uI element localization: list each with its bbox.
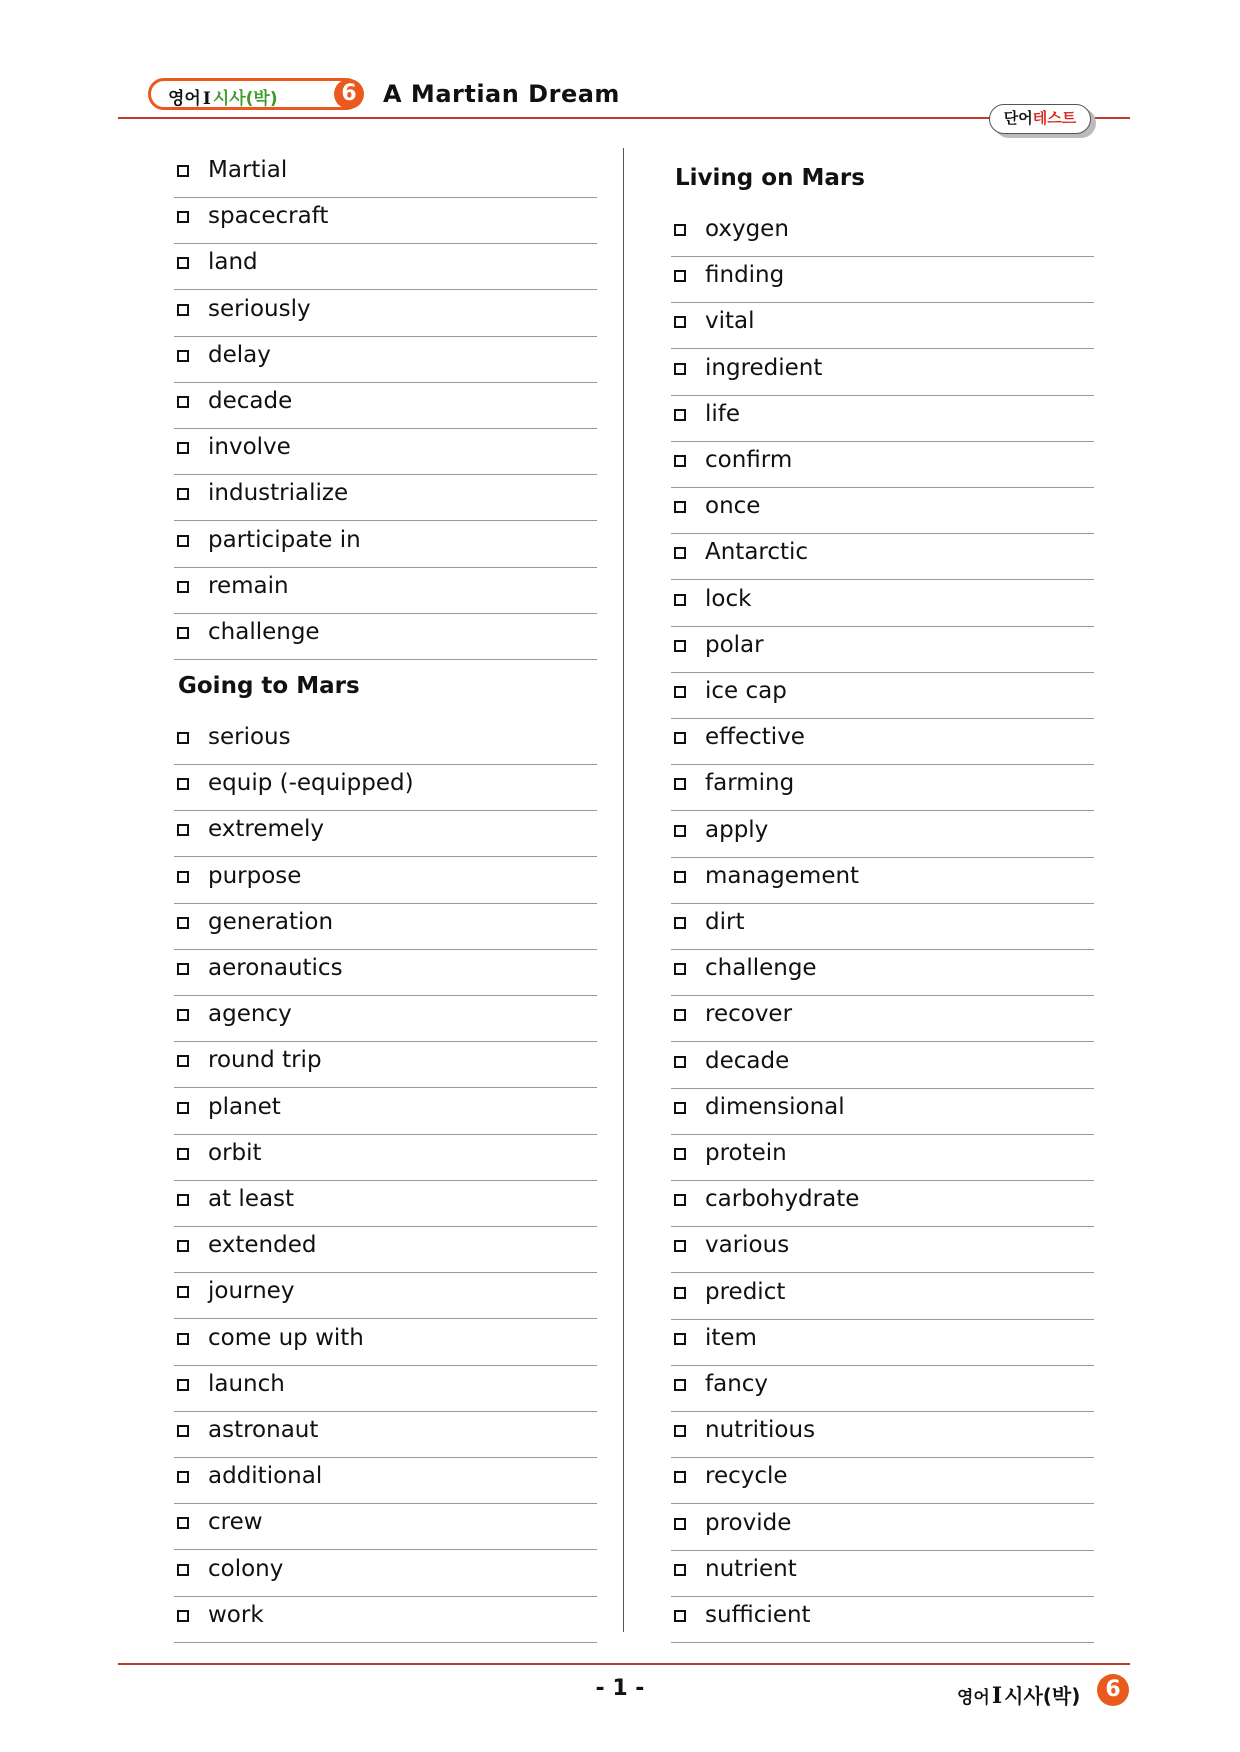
vocab-row (174, 336, 597, 383)
page-number: - 1 - (595, 1676, 645, 1701)
vocab-word: additional (208, 1463, 323, 1489)
checkbox[interactable] (177, 1009, 189, 1021)
checkbox[interactable] (177, 627, 189, 639)
footer-rule (118, 1663, 1130, 1665)
word-test-right: 테스트 (1032, 109, 1077, 127)
vocab-row (174, 1088, 597, 1135)
vocab-word: decade (208, 388, 293, 414)
column-divider (623, 148, 624, 1632)
checkbox[interactable] (674, 409, 686, 421)
vocab-row (671, 949, 1094, 996)
vocab-row (174, 382, 597, 429)
checkbox[interactable] (177, 257, 189, 269)
vocab-row (671, 718, 1094, 765)
vocab-row (174, 1457, 597, 1504)
vocab-word: protein (705, 1140, 787, 1166)
vocab-row (174, 428, 597, 475)
vocab-row (671, 811, 1094, 858)
vocab-word: equip (-equipped) (208, 770, 414, 796)
vocab-word: delay (208, 341, 271, 368)
checkbox[interactable] (177, 581, 189, 593)
vocab-word: at least (208, 1186, 295, 1212)
vocab-word: dirt (705, 909, 745, 935)
vocab-word: carbohydrate (705, 1186, 860, 1212)
vocab-word: decade (705, 1048, 790, 1074)
checkbox[interactable] (177, 1286, 189, 1298)
vocab-row (174, 243, 597, 290)
checkbox[interactable] (177, 824, 189, 836)
vocab-row (174, 567, 597, 614)
section-title: Living on Mars (675, 165, 865, 191)
vocab-row (671, 1226, 1094, 1273)
checkbox[interactable] (177, 1610, 189, 1622)
checkbox[interactable] (674, 1287, 686, 1299)
vocab-word: farming (705, 770, 795, 796)
checkbox[interactable] (177, 211, 189, 223)
vocab-row (174, 197, 597, 244)
vocab-word: colony (208, 1556, 284, 1582)
vocab-word: aeronautics (208, 955, 343, 981)
vocab-word: serious (208, 724, 291, 750)
vocab-word: crew (208, 1509, 263, 1535)
vocab-row (671, 302, 1094, 349)
footer-subject-prefix: 영어 (957, 1688, 990, 1708)
vocab-word: management (705, 863, 860, 889)
vocab-word: provide (705, 1510, 792, 1536)
vocab-word: nutritious (705, 1417, 816, 1443)
vocab-row (671, 210, 1094, 257)
vocab-word: confirm (705, 447, 793, 473)
vocab-word: round trip (208, 1047, 322, 1073)
vocab-word: recycle (705, 1463, 788, 1489)
vocab-word: ingredient (705, 355, 823, 381)
checkbox[interactable] (674, 1610, 686, 1622)
vocab-row (671, 764, 1094, 811)
vocab-word: item (705, 1325, 757, 1351)
checkbox[interactable] (177, 732, 189, 744)
vocab-row (174, 474, 597, 521)
vocab-word: participate in (208, 526, 361, 553)
vocab-row (671, 626, 1094, 673)
checkbox[interactable] (674, 871, 686, 883)
checkbox[interactable] (177, 165, 189, 177)
checkbox[interactable] (674, 1194, 686, 1206)
vocab-word: ice cap (705, 678, 787, 704)
subject-suffix: 시사(박) (212, 89, 278, 109)
checkbox[interactable] (674, 1148, 686, 1160)
vocab-word: astronaut (208, 1417, 319, 1443)
vocab-word: spacecraft (208, 203, 329, 230)
checkbox[interactable] (674, 778, 686, 790)
vocab-word: agency (208, 1001, 292, 1027)
vocab-row (671, 1319, 1094, 1366)
vocab-word: launch (208, 1371, 285, 1397)
subject-prefix: 영어 (168, 89, 201, 109)
footer-subject-roman: I (991, 1683, 1003, 1709)
checkbox[interactable] (674, 547, 686, 559)
vocab-row (174, 718, 597, 765)
subject-roman: I (202, 89, 211, 109)
vocab-row (671, 1596, 1094, 1643)
checkbox[interactable] (177, 1102, 189, 1114)
checkbox[interactable] (674, 1056, 686, 1068)
vocab-word: oxygen (705, 216, 789, 242)
vocab-word: dimensional (705, 1094, 845, 1120)
vocab-row (174, 290, 597, 337)
vocab-row (671, 1365, 1094, 1412)
vocab-row (671, 441, 1094, 488)
vocab-word: purpose (208, 863, 302, 889)
vocab-word: polar (705, 632, 764, 658)
vocab-row (174, 1134, 597, 1181)
checkbox[interactable] (177, 1333, 189, 1345)
vocab-word: seriously (208, 295, 311, 322)
checkbox[interactable] (674, 224, 686, 236)
checkbox[interactable] (177, 1425, 189, 1437)
lesson-number-badge: 6 (334, 79, 364, 109)
vocab-row (174, 857, 597, 904)
vocab-row (174, 1319, 597, 1366)
vocab-word: recover (705, 1001, 793, 1027)
vocab-word: predict (705, 1279, 786, 1305)
checkbox[interactable] (674, 316, 686, 328)
vocab-word: Antarctic (705, 539, 809, 565)
vocab-row (671, 1273, 1094, 1320)
word-test-left: 단어 (1003, 109, 1033, 127)
vocab-row (671, 672, 1094, 719)
vocab-word: apply (705, 817, 769, 843)
vocab-word: come up with (208, 1325, 364, 1351)
checkbox[interactable] (674, 1240, 686, 1252)
vocab-row (671, 349, 1094, 396)
vocab-row (671, 1134, 1094, 1181)
vocab-row (671, 1088, 1094, 1135)
vocab-row (671, 487, 1094, 534)
vocab-row (671, 580, 1094, 627)
vocab-word: Martial (208, 157, 288, 183)
checkbox[interactable] (177, 1517, 189, 1529)
footer-subject-suffix: 시사(박) (1004, 1684, 1081, 1708)
vocab-word: sufficient (705, 1602, 811, 1628)
checkbox[interactable] (674, 270, 686, 282)
vocab-row (671, 256, 1094, 303)
vocab-word: extremely (208, 816, 325, 842)
vocab-word: land (208, 249, 258, 276)
vocab-word: work (208, 1602, 264, 1628)
checkbox[interactable] (177, 871, 189, 883)
checkbox[interactable] (674, 1379, 686, 1391)
checkbox[interactable] (674, 1518, 686, 1530)
checkbox[interactable] (177, 1564, 189, 1576)
checkbox[interactable] (177, 1055, 189, 1067)
vocab-word: lock (705, 586, 752, 612)
checkbox[interactable] (674, 1009, 686, 1021)
vocab-row (671, 903, 1094, 950)
vocab-word: extended (208, 1232, 317, 1258)
vocab-row (174, 995, 597, 1042)
checkbox[interactable] (177, 488, 189, 500)
vocab-row (671, 533, 1094, 580)
vocab-row (174, 521, 597, 568)
vocab-row (174, 810, 597, 857)
checkbox[interactable] (674, 501, 686, 513)
vocab-row (174, 151, 597, 198)
checkbox[interactable] (177, 396, 189, 408)
vocab-word: finding (705, 262, 785, 288)
checkbox[interactable] (177, 442, 189, 454)
footer-lesson-number-badge: 6 (1097, 1674, 1129, 1706)
word-test-badge (989, 104, 1091, 134)
checkbox[interactable] (674, 1333, 686, 1345)
checkbox[interactable] (674, 825, 686, 837)
checkbox[interactable] (674, 917, 686, 929)
page-title: A Martian Dream (383, 80, 620, 108)
footer-subject-label (957, 1680, 1080, 1709)
vocab-word: life (705, 401, 741, 427)
header-rule (118, 117, 1130, 119)
vocab-row (174, 949, 597, 996)
checkbox[interactable] (674, 363, 686, 375)
checkbox[interactable] (177, 1240, 189, 1252)
subject-label (168, 84, 278, 109)
vocab-row (174, 903, 597, 950)
vocab-word: nutrient (705, 1556, 797, 1582)
vocab-word: involve (208, 434, 291, 461)
checkbox[interactable] (177, 963, 189, 975)
checkbox[interactable] (177, 304, 189, 316)
checkbox[interactable] (177, 1471, 189, 1483)
checkbox[interactable] (177, 1379, 189, 1391)
vocab-row (671, 1550, 1094, 1597)
checkbox[interactable] (177, 350, 189, 362)
section-title: Going to Mars (178, 673, 360, 699)
vocab-row (671, 995, 1094, 1042)
vocab-row (174, 1596, 597, 1643)
checkbox[interactable] (674, 1425, 686, 1437)
checkbox[interactable] (177, 917, 189, 929)
vocab-word: journey (208, 1278, 295, 1304)
vocab-row (174, 1411, 597, 1458)
vocab-row (174, 1272, 597, 1319)
vocab-row (174, 1550, 597, 1597)
checkbox[interactable] (177, 535, 189, 547)
checkbox[interactable] (177, 1194, 189, 1206)
checkbox[interactable] (674, 686, 686, 698)
checkbox[interactable] (674, 1102, 686, 1114)
vocab-word: remain (208, 572, 289, 599)
vocab-row (671, 395, 1094, 442)
vocab-word: fancy (705, 1371, 769, 1397)
vocab-row (174, 1503, 597, 1550)
vocab-word: industrialize (208, 480, 349, 507)
checkbox[interactable] (674, 732, 686, 744)
vocab-row (174, 1226, 597, 1273)
vocab-word: challenge (705, 955, 817, 981)
checkbox[interactable] (674, 1564, 686, 1576)
vocab-word: orbit (208, 1140, 262, 1166)
vocab-row (671, 1504, 1094, 1551)
vocab-word: once (705, 493, 761, 519)
checkbox[interactable] (674, 455, 686, 467)
vocab-row (174, 764, 597, 811)
vocab-word: various (705, 1232, 790, 1258)
vocab-row (174, 1180, 597, 1227)
vocab-row (174, 1365, 597, 1412)
vocab-row (671, 857, 1094, 904)
vocab-row (174, 613, 597, 660)
vocab-word: vital (705, 308, 755, 334)
checkbox[interactable] (674, 594, 686, 606)
checkbox[interactable] (177, 1148, 189, 1160)
vocab-row (174, 1041, 597, 1088)
vocab-word: effective (705, 724, 805, 750)
vocab-word: challenge (208, 619, 320, 645)
vocab-row (671, 1042, 1094, 1089)
checkbox[interactable] (674, 640, 686, 652)
vocab-word: generation (208, 909, 334, 935)
checkbox[interactable] (674, 1471, 686, 1483)
checkbox[interactable] (177, 778, 189, 790)
vocab-row (671, 1180, 1094, 1227)
vocab-row (671, 1457, 1094, 1504)
checkbox[interactable] (674, 963, 686, 975)
vocab-row (671, 1411, 1094, 1458)
vocab-word: planet (208, 1094, 281, 1120)
